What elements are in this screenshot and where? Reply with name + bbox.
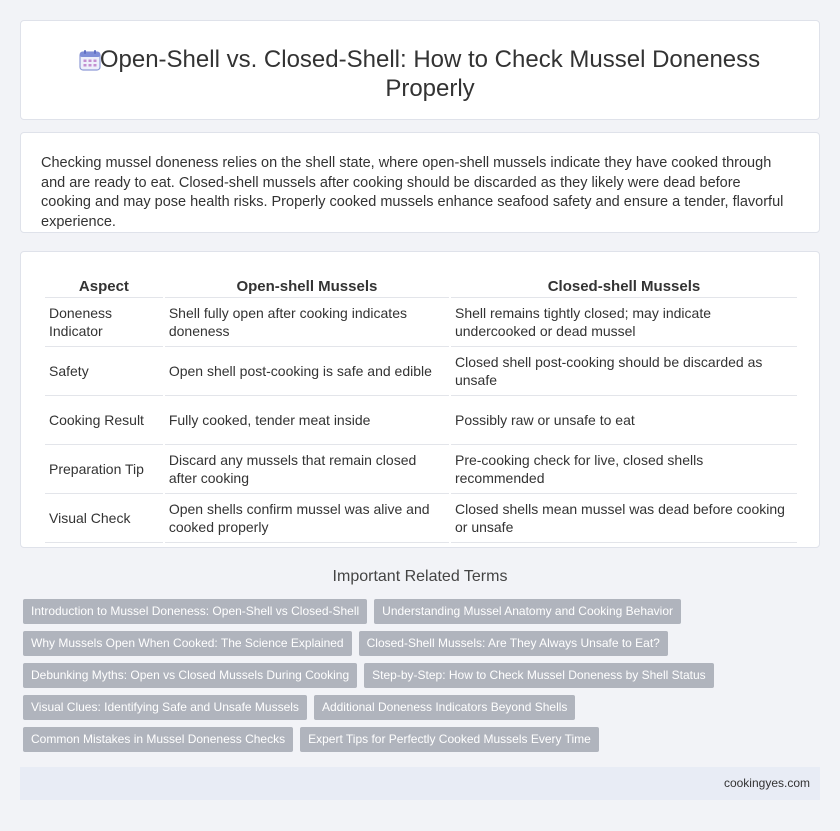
table-header-row bbox=[45, 276, 797, 298]
table-row bbox=[45, 347, 797, 396]
comparison-table-card bbox=[20, 251, 820, 548]
table-cell-aspect: Doneness Indicator bbox=[45, 298, 163, 347]
related-term-link[interactable]: Visual Clues: Identifying Safe and Unsafe Mussels bbox=[23, 695, 307, 720]
table-row bbox=[45, 298, 797, 347]
table-row bbox=[45, 494, 797, 543]
table-cell-closed: Closed shell post-cooking should be discarded as unsafe bbox=[451, 347, 797, 396]
table-cell-closed: Closed shells mean mussel was dead before cooking or unsafe bbox=[451, 494, 797, 543]
table-cell-closed: Shell remains tightly closed; may indicate undercooked or dead mussel bbox=[451, 298, 797, 347]
table-cell-closed: Pre-cooking check for live, closed shells recommended bbox=[451, 445, 797, 494]
comparison-table bbox=[43, 276, 799, 543]
table-cell-aspect: Safety bbox=[45, 347, 163, 396]
page-title: Open-Shell vs. Closed-Shell: How to Check Mussel Doneness Properly bbox=[99, 46, 761, 102]
column-header: Aspect bbox=[45, 276, 163, 298]
intro-paragraph: Checking mussel doneness relies on the shell state, where open-shell mussels indicate they have cooked through and are ready to eat. Closed-shell mussels after cooking should be discarded as they likely were dead before cooking and may pose health risks. Properly cooked mussels enhance seafood safety and ensure a tender, flavorful experience. bbox=[41, 155, 784, 230]
footer bbox=[20, 767, 820, 800]
table-cell-aspect: Cooking Result bbox=[45, 396, 163, 445]
column-header: Closed-shell Mussels bbox=[451, 276, 797, 298]
table-cell-closed: Possibly raw or unsafe to eat bbox=[451, 396, 797, 445]
table-cell-open: Open shell post-cooking is safe and edible bbox=[165, 347, 449, 396]
table-cell-open: Shell fully open after cooking indicates doneness bbox=[165, 298, 449, 347]
related-term-link[interactable]: Understanding Mussel Anatomy and Cooking Behavior bbox=[374, 599, 681, 624]
table-cell-open: Discard any mussels that remain closed after cooking bbox=[165, 445, 449, 494]
related-term-link[interactable]: Closed-Shell Mussels: Are They Always Unsafe to Eat? bbox=[359, 631, 668, 656]
related-term-link[interactable]: Debunking Myths: Open vs Closed Mussels During Cooking bbox=[23, 663, 357, 688]
related-term-link[interactable]: Step-by-Step: How to Check Mussel Doneness by Shell Status bbox=[364, 663, 714, 688]
table-row bbox=[45, 396, 797, 445]
intro-card bbox=[20, 132, 820, 233]
related-term-link[interactable]: Introduction to Mussel Doneness: Open-Shell vs Closed-Shell bbox=[23, 599, 367, 624]
related-terms-heading: Important Related Terms bbox=[332, 568, 508, 585]
table-cell-aspect: Visual Check bbox=[45, 494, 163, 543]
footer-site-link[interactable]: cookingyes.com bbox=[723, 776, 810, 790]
table-row bbox=[45, 445, 797, 494]
related-term-link[interactable]: Why Mussels Open When Cooked: The Science Explained bbox=[23, 631, 352, 656]
related-term-link[interactable]: Additional Doneness Indicators Beyond Shells bbox=[314, 695, 575, 720]
table-cell-open: Open shells confirm mussel was alive and cooked properly bbox=[165, 494, 449, 543]
table-cell-open: Fully cooked, tender meat inside bbox=[165, 396, 449, 445]
related-terms-list bbox=[23, 599, 803, 759]
table-cell-aspect: Preparation Tip bbox=[45, 445, 163, 494]
title-card bbox=[20, 20, 820, 120]
related-term-link[interactable]: Common Mistakes in Mussel Doneness Checks bbox=[23, 727, 293, 752]
column-header: Open-shell Mussels bbox=[165, 276, 449, 298]
related-term-link[interactable]: Expert Tips for Perfectly Cooked Mussels Every Time bbox=[300, 727, 599, 752]
